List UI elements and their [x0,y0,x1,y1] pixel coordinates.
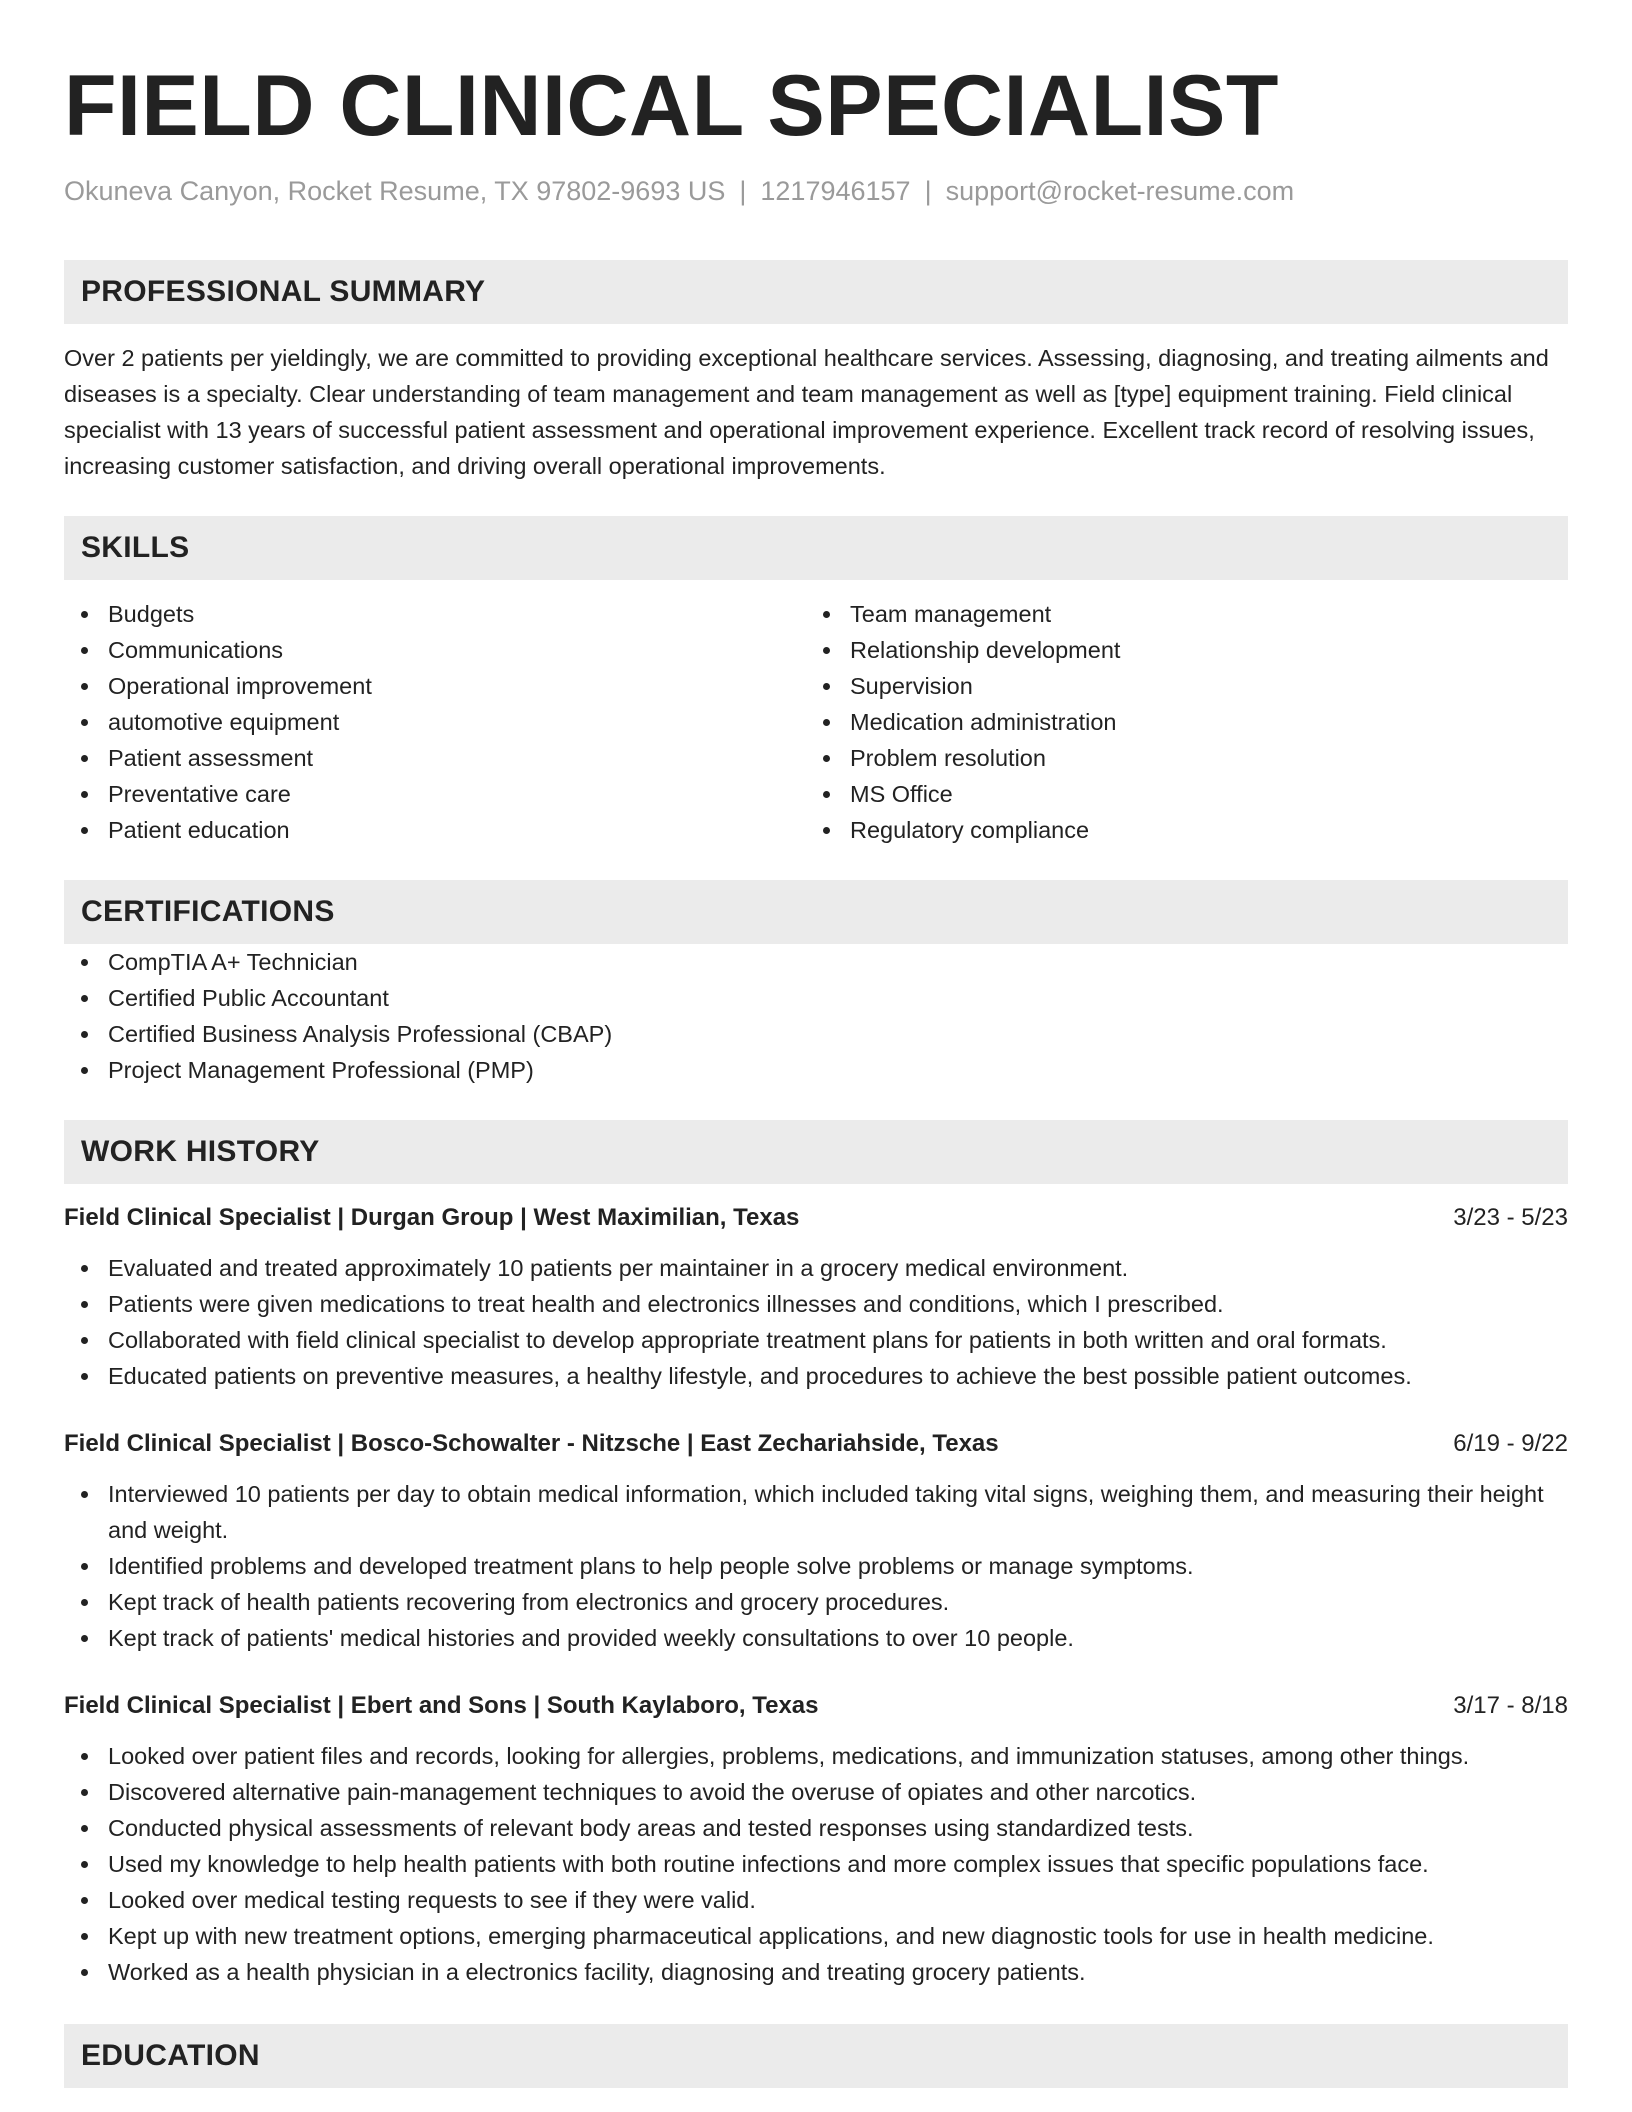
job-bullet: Kept track of patients' medical histories and provided weekly consultations to over 10 people. [64,1620,1568,1656]
job-entry [64,1690,1568,1990]
job-bullet: Worked as a health physician in a electronics facility, diagnosing and treating grocery patients. [64,1954,1568,1990]
job-bullet: Identified problems and developed treatment plans to help people solve problems or manage symptoms. [64,1548,1568,1584]
skill-item: Medication administration [806,704,1548,740]
skills-grid [64,596,1568,848]
page-title: FIELD CLINICAL SPECIALIST [64,58,1279,154]
skill-item: MS Office [806,776,1548,812]
certification-item: Project Management Professional (PMP) [64,1052,1568,1088]
contact-email: support@rocket-resume.com [945,176,1295,206]
summary-heading: PROFESSIONAL SUMMARY [64,260,1568,324]
skill-item: automotive equipment [64,704,806,740]
job-bullet: Kept up with new treatment options, emerging pharmaceutical applications, and new diagnostic tools for use in health medicine. [64,1918,1568,1954]
job-header [64,1690,1568,1722]
contact-phone: 1217946157 [760,176,911,206]
skill-item: Relationship development [806,632,1548,668]
job-title: Field Clinical Specialist | Bosco-Schowalter - Nitzsche | East Zechariahside, Texas [64,1430,999,1457]
skill-item: Supervision [806,668,1548,704]
job-entry [64,1428,1568,1656]
certification-item: Certified Public Accountant [64,980,1568,1016]
job-bullet: Used my knowledge to help health patients with both routine infections and more complex issues that specific populations face. [64,1846,1568,1882]
skill-item: Problem resolution [806,740,1548,776]
certification-item: Certified Business Analysis Professional (CBAP) [64,1016,1568,1052]
skills-heading: SKILLS [64,516,1568,580]
job-bullet: Interviewed 10 patients per day to obtain medical information, which included taking vital signs, weighing them, and measuring their height and weight. [64,1476,1568,1548]
contact-address: Okuneva Canyon, Rocket Resume, TX 97802-9693 US [64,176,726,206]
job-bullet: Looked over patient files and records, looking for allergies, problems, medications, and immunization statuses, among other things. [64,1738,1568,1774]
contact-separator: | [924,176,932,206]
job-header [64,1202,1568,1234]
skill-item: Communications [64,632,806,668]
skills-column-right [806,596,1548,848]
skill-item: Patient education [64,812,806,848]
job-bullet: Patients were given medications to treat health and electronics illnesses and conditions, which I prescribed. [64,1286,1568,1322]
job-bullet: Evaluated and treated approximately 10 patients per maintainer in a grocery medical environment. [64,1250,1568,1286]
job-bullet: Kept track of health patients recovering from electronics and grocery procedures. [64,1584,1568,1620]
job-dates: 3/23 - 5/23 [1453,1204,1568,1231]
job-bullets [64,1250,1568,1394]
education-heading: EDUCATION [64,2024,1568,2088]
job-bullets [64,1476,1568,1656]
job-entry [64,1202,1568,1394]
work-history-heading: WORK HISTORY [64,1120,1568,1184]
skill-item: Regulatory compliance [806,812,1548,848]
job-title: Field Clinical Specialist | Ebert and Sons | South Kaylaboro, Texas [64,1692,819,1719]
job-title: Field Clinical Specialist | Durgan Group | West Maximilian, Texas [64,1204,800,1231]
job-bullet: Looked over medical testing requests to see if they were valid. [64,1882,1568,1918]
job-bullet: Educated patients on preventive measures, a healthy lifestyle, and procedures to achieve the best possible patient outcomes. [64,1358,1568,1394]
job-header [64,1428,1568,1460]
skill-item: Operational improvement [64,668,806,704]
job-bullet: Discovered alternative pain-management techniques to avoid the overuse of opiates and other narcotics. [64,1774,1568,1810]
certification-item: CompTIA A+ Technician [64,944,1568,980]
certifications-list [64,944,1568,1088]
certifications-heading: CERTIFICATIONS [64,880,1568,944]
job-dates: 6/19 - 9/22 [1453,1430,1568,1457]
skill-item: Budgets [64,596,806,632]
job-bullet: Collaborated with field clinical specialist to develop appropriate treatment plans for patients in both written and oral formats. [64,1322,1568,1358]
job-dates: 3/17 - 8/18 [1453,1692,1568,1719]
job-bullets [64,1738,1568,1990]
skill-item: Team management [806,596,1548,632]
skill-item: Preventative care [64,776,806,812]
summary-text: Over 2 patients per yieldingly, we are committed to providing exceptional healthcare services. Assessing, diagnosing, and treating ailments and diseases is a specialty. Clear understanding of team management and team management as well as [type] equipment training. Field clinical specialist with 13 years of successful patient assessment and operational improvement experience. Excellent track record of resolving issues, increasing customer satisfaction, and driving overall operational improvements. [64,345,1549,479]
skills-column-left [64,596,806,848]
contact-line [64,174,1568,208]
job-bullet: Conducted physical assessments of relevant body areas and tested responses using standardized tests. [64,1810,1568,1846]
skill-item: Patient assessment [64,740,806,776]
contact-separator: | [739,176,747,206]
